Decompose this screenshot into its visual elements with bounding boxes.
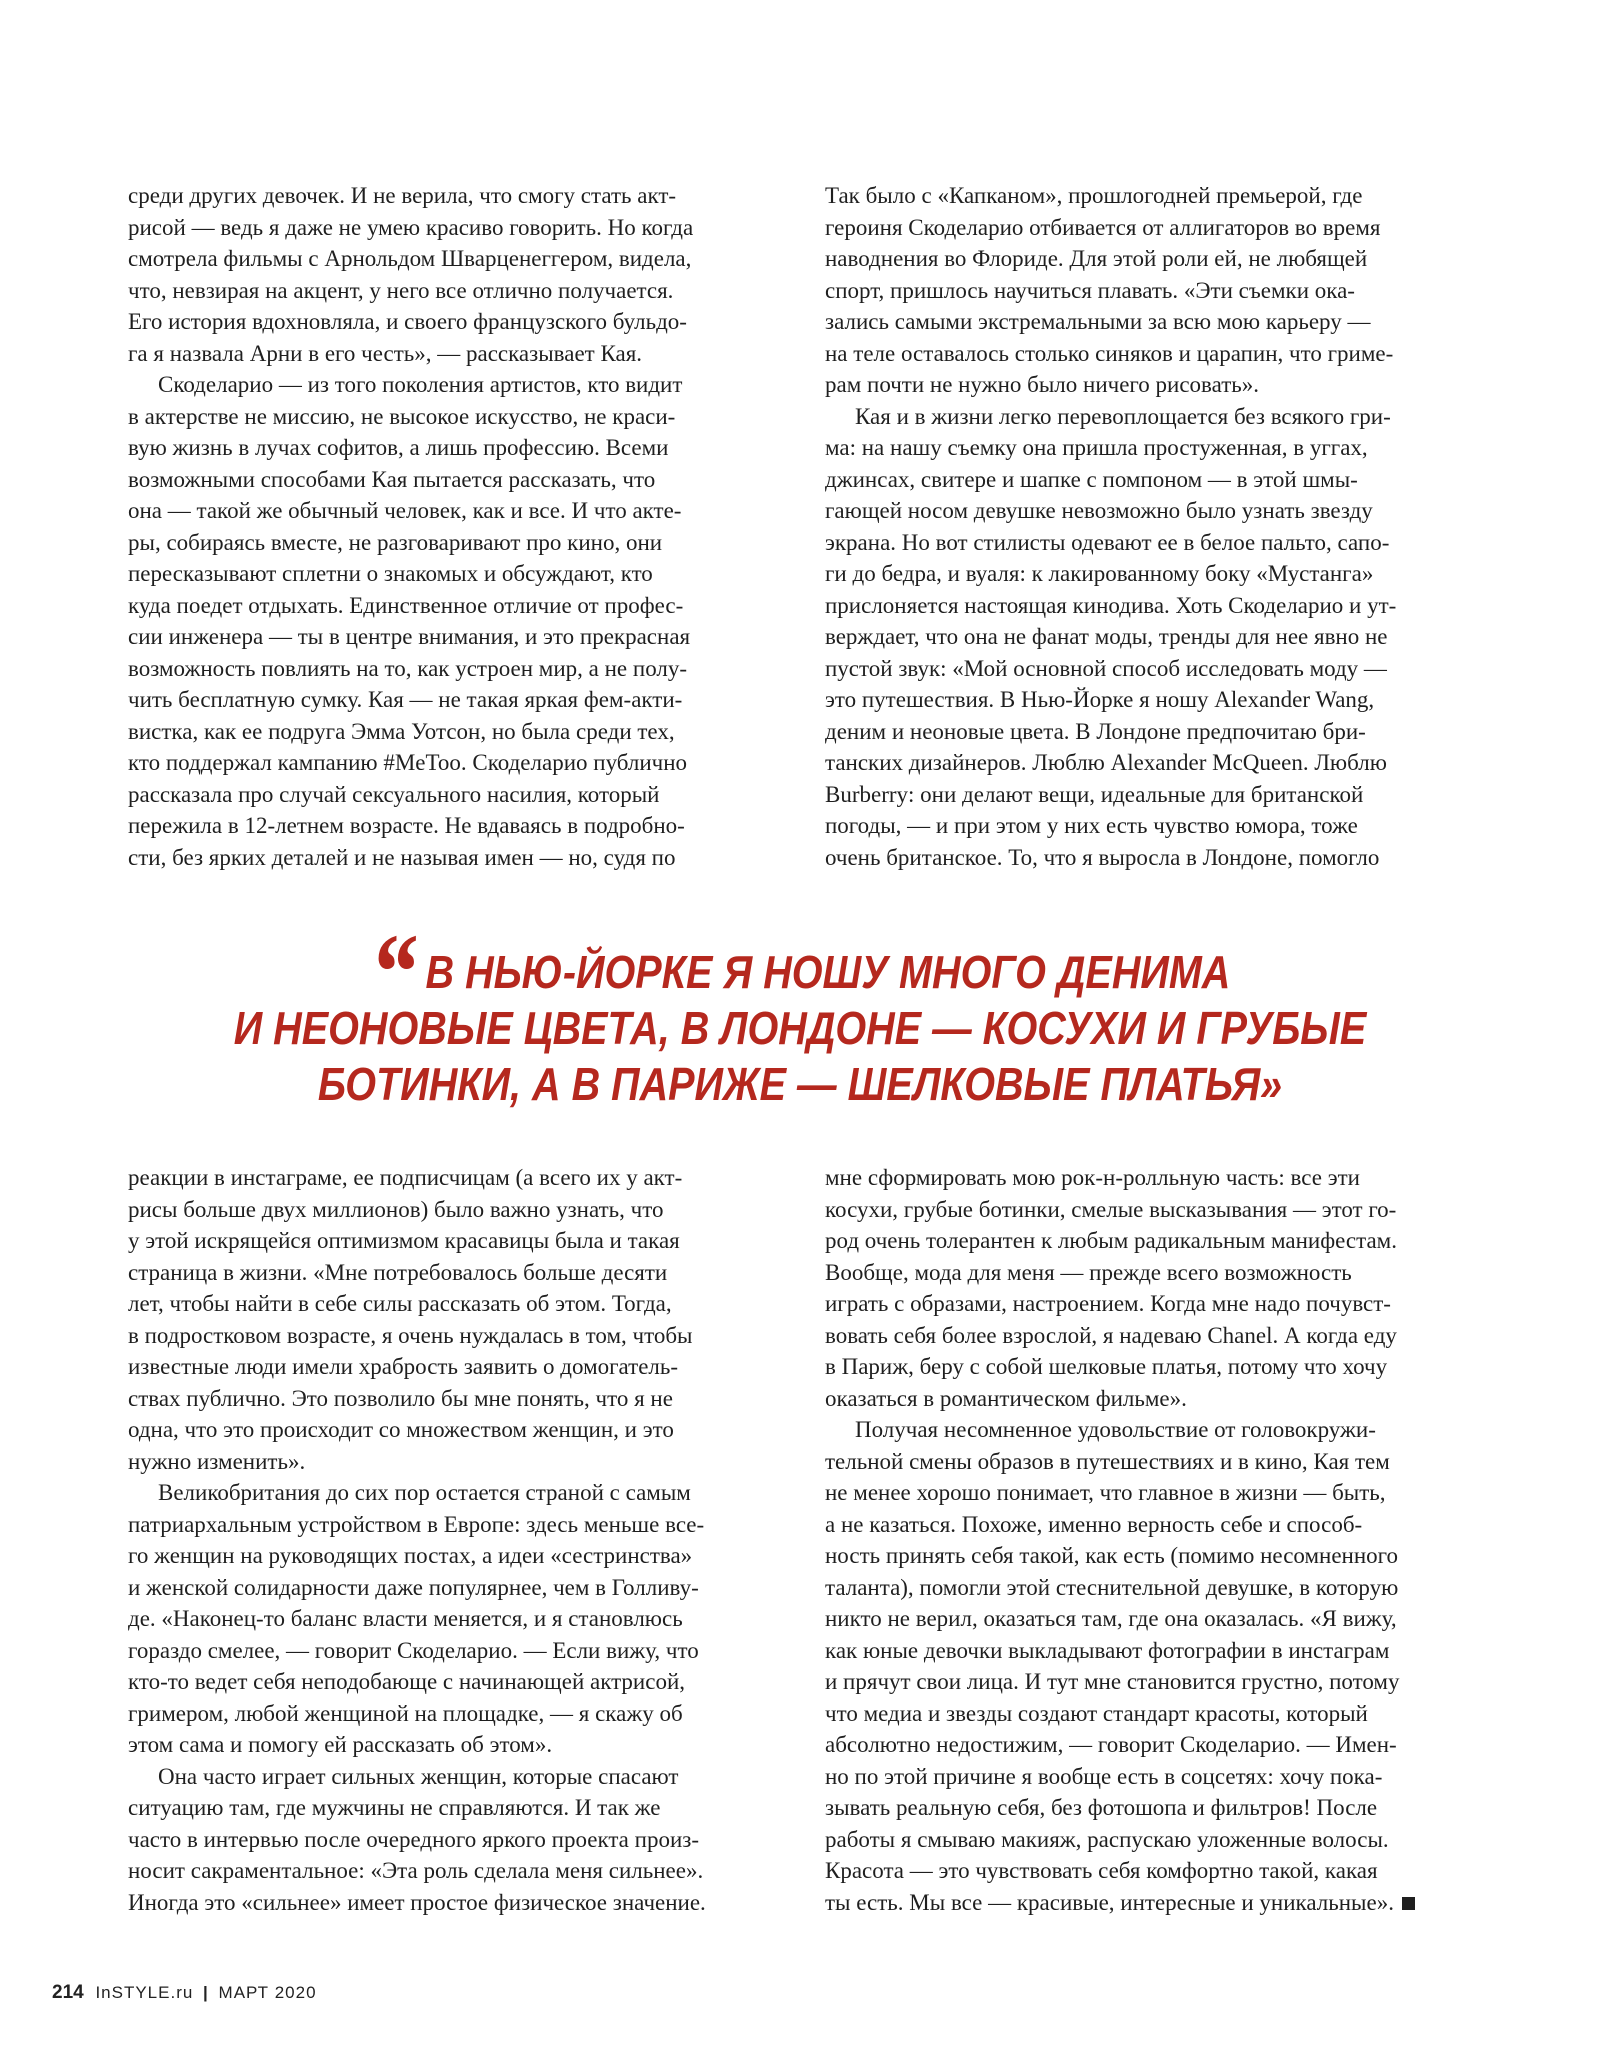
text-line: ность принять себя такой, как есть (помимо несомненного [825, 1543, 1399, 1568]
text-line: лет, чтобы найти в себе силы рассказать об этом. Тогда, [128, 1291, 672, 1316]
text-line: она — такой же обычный человек, как и все. И что акте- [128, 498, 682, 523]
text-line: Великобритания до сих пор остается страной с самым [158, 1480, 691, 1505]
text-line: джинсах, свитере и шапке с помпоном — в этой шмы- [825, 466, 1358, 492]
text-line: род очень толерантен к любым радикальным манифестам. [825, 1228, 1397, 1253]
text-line: ры, собираясь вместе, не разговаривают про кино, они [128, 529, 663, 555]
text-line: ты есть. Мы все — красивые, интересные и уникальные». [825, 1887, 1465, 1919]
text-line: погоды, — и при этом у них есть чувство юмора, тоже [825, 813, 1358, 838]
text-line: деним и неоновые цвета. В Лондоне предпочитаю бри- [825, 718, 1366, 744]
text-line: кто поддержал кампанию #MeToo. Скоделарио публично [128, 750, 688, 775]
text-line: страница в жизни. «Мне потребовалось больше десяти [128, 1259, 668, 1285]
paragraph [825, 1414, 1465, 1918]
text-line: возможность повлиять на то, как устроен мир, а не полу- [128, 655, 688, 681]
text-line: Она часто играет сильных женщин, которые спасают [158, 1763, 679, 1789]
text-line: патриархальным устройством в Европе: здесь меньше все- [128, 1511, 705, 1537]
quote-mark-icon: “ [369, 911, 417, 1033]
site-name: InSTYLE.ru [95, 1983, 194, 2002]
text-line: зались самыми экстремальными за всю мою карьеру — [825, 309, 1371, 334]
pull-quote-line: БОТИНКИ, А В ПАРИЖЕ — ШЕЛКОВЫЕ ПЛАТЬЯ» [317, 1058, 1283, 1110]
text-line: что, невзирая на акцент, у него все отлично получается. [128, 277, 674, 303]
text-line: но по этой причине я вообще есть в соцсетях: хочу пока- [825, 1763, 1383, 1789]
text-line: в Париж, беру с собой шелковые платья, потому что хочу [825, 1354, 1388, 1379]
issue-date: МАРТ 2020 [218, 1983, 317, 2002]
text-line: верждает, что она не фанат моды, тренды для нее явно не [825, 624, 1388, 649]
text-line: га я назвала Арни в его честь», — рассказывает Кая. [128, 340, 643, 366]
text-line: косухи, грубые ботинки, смелые высказывания — этот го- [825, 1196, 1397, 1222]
text-line: среди других девочек. И не верила, что смогу стать акт- [128, 183, 677, 208]
text-line: никто не верил, оказаться там, где она оказалась. «Я вижу, [825, 1606, 1397, 1631]
text-line: в подростковом возрасте, я очень нуждалась в том, чтобы [128, 1322, 693, 1348]
text-line: де. «Наконец-то баланс власти меняется, и я становлюсь [128, 1606, 683, 1631]
text-line: экрана. Но вот стилисты одевают ее в белое пальто, сапо- [825, 529, 1390, 555]
page-number: 214 [52, 1982, 84, 2003]
text-line: ситуацию там, где мужчины не справляются. И так же [128, 1795, 661, 1820]
text-line: чить бесплатную сумку. Кая — не такая яркая фем-акти- [128, 687, 683, 712]
text-line: нужно изменить». [128, 1448, 306, 1474]
text-line: героиня Скоделарио отбивается от аллигаторов во время [825, 214, 1381, 240]
text-line: наводнения во Флориде. Для этой роли ей, не любящей [825, 246, 1368, 271]
article-column-top-left [128, 180, 768, 873]
text-line: гримером, любой женщиной на площадке, — я скажу об [128, 1700, 683, 1726]
paragraph [128, 369, 768, 873]
text-line: Его история вдохновляла, и своего французского бульдо- [128, 309, 687, 334]
text-line: танских дизайнеров. Люблю Alexander McQueen. Люблю [825, 750, 1387, 775]
paragraph [825, 180, 1465, 401]
text-line: носит сакраментальное: «Эта роль сделала меня сильнее». [128, 1858, 704, 1883]
text-line: не менее хорошо понимает, что главное в жизни — быть, [825, 1480, 1386, 1505]
text-line: кто-то ведет себя неподобающе с начинающей актрисой, [128, 1669, 685, 1694]
text-line: в актерстве не миссию, не высокое искусство, не краси- [128, 403, 676, 429]
text-line: сти, без ярких деталей и не называя имен — но, судя по [128, 844, 676, 870]
text-line: а не казаться. Похоже, именно верность себе и способ- [825, 1511, 1363, 1537]
text-line: у этой искрящейся оптимизмом красавицы была и такая [128, 1228, 680, 1253]
text-line: вистка, как ее подруга Эмма Уотсон, но была среди тех, [128, 718, 675, 744]
text-line: ствах публично. Это позволило бы мне понять, что я не [128, 1385, 673, 1411]
paragraph [128, 1162, 768, 1477]
pull-quote [0, 911, 1600, 1112]
paragraph [825, 401, 1465, 874]
text-line: прислоняется настоящая кинодива. Хоть Скоделарио и ут- [825, 592, 1397, 618]
pull-quote-line: И НЕОНОВЫЕ ЦВЕТА, В ЛОНДОНЕ — КОСУХИ И ГРУБЫЕ [233, 1002, 1367, 1054]
text-line: Вообще, мода для меня — прежде всего возможность [825, 1259, 1352, 1285]
text-line: одна, что это происходит со множеством женщин, и это [128, 1417, 674, 1442]
text-line: ги до бедра, и вуаля: к лакированному боку «Мустанга» [825, 561, 1374, 586]
text-line: играть с образами, настроением. Когда мне надо почувст- [825, 1291, 1391, 1316]
text-line: пересказывают сплетни о знакомых и обсуждают, кто [128, 561, 653, 586]
text-line: смотрела фильмы с Арнольдом Шварценеггером, видела, [128, 246, 692, 271]
text-line: Красота — это чувствовать себя комфортно такой, какая [825, 1858, 1378, 1883]
text-line: вовать себя более взрослой, я надеваю Chanel. А когда еду [825, 1322, 1397, 1348]
text-line: реакции в инстаграме, ее подписчицам (а всего их у акт- [128, 1165, 683, 1190]
text-line: и прячут свои лица. И тут мне становится грустно, потому [825, 1669, 1400, 1694]
text-line: рассказала про случай сексуального насилия, который [128, 781, 660, 807]
text-line: тельной смены образов в путешествиях и в кино, Кая тем [825, 1448, 1390, 1474]
text-line: работы я смываю макияж, распускаю уложенные волосы. [825, 1826, 1389, 1852]
text-line: рам почти не нужно было ничего рисовать». [825, 372, 1259, 397]
text-line: вую жизнь в лучах софитов, а лишь профессию. Всеми [128, 435, 669, 460]
text-line: Скоделарио — из того поколения артистов, кто видит [158, 372, 683, 397]
end-of-article-icon [1402, 1897, 1415, 1910]
text-line: ма: на нашу съемку она пришла простуженная, в уггах, [825, 435, 1368, 460]
text-line: спорт, пришлось научиться плавать. «Эти съемки ока- [825, 277, 1355, 303]
text-line: Burberry: они делают вещи, идеальные для британской [825, 781, 1364, 807]
paragraph [825, 1162, 1465, 1414]
text-line: Иногда это «сильнее» имеет простое физическое значение. [128, 1889, 706, 1915]
text-line: это путешествия. В Нью-Йорке я ношу Alexander Wang, [825, 687, 1375, 712]
text-line: го женщин на руководящих постах, а идеи «сестринства» [128, 1543, 693, 1568]
text-line: и женской солидарности даже популярнее, чем в Голливу- [128, 1574, 699, 1600]
text-line: на теле оставалось столько синяков и царапин, что гриме- [825, 340, 1394, 366]
text-line: зывать реальную себя, без фотошопа и фильтров! После [825, 1795, 1378, 1820]
text-line: как юные девочки выкладывают фотографии в инстаграм [825, 1637, 1390, 1663]
pull-quote-line: В НЬЮ-ЙОРКЕ Я НОШУ МНОГО ДЕНИМА [425, 946, 1231, 998]
article-column-bottom-left [128, 1162, 768, 1918]
paragraph [128, 1477, 768, 1761]
paragraph [128, 180, 768, 369]
paragraph [128, 1761, 768, 1919]
text-line: куда поедет отдыхать. Единственное отличие от профес- [128, 592, 684, 618]
text-line: абсолютно недостижим, — говорит Скоделарио. — Имен- [825, 1732, 1397, 1757]
text-line: что медиа и звезды создают стандарт красоты, который [825, 1700, 1368, 1726]
footer-separator: | [203, 1983, 209, 2002]
text-line: известные люди имели храбрость заявить о домогатель- [128, 1354, 679, 1379]
text-line: Получая несомненное удовольствие от головокружи- [855, 1417, 1376, 1442]
text-line: очень британское. То, что я выросла в Лондоне, помогло [825, 844, 1380, 870]
text-line: таланта), помогли этой стеснительной девушке, в которую [825, 1574, 1399, 1600]
text-line: возможными способами Кая пытается рассказать, что [128, 466, 656, 492]
text-line: гораздо смелее, — говорит Скоделарио. — Если вижу, что [128, 1637, 699, 1663]
text-line: сии инженера — ты в центре внимания, и это прекрасная [128, 624, 691, 649]
page-footer [52, 1982, 317, 2004]
article-column-bottom-right [825, 1162, 1465, 1918]
text-line: Так было с «Капканом», прошлогодней премьерой, где [825, 183, 1363, 208]
text-line: мне сформировать мою рок-н-ролльную часть: все эти [825, 1165, 1360, 1190]
article-column-top-right [825, 180, 1465, 873]
text-line: пустой звук: «Мой основной способ исследовать моду — [825, 655, 1387, 681]
text-line: этом сама и помогу ей рассказать об этом». [128, 1732, 553, 1757]
text-line: оказаться в романтическом фильме». [825, 1385, 1187, 1411]
text-line: Кая и в жизни легко перевоплощается без всякого гри- [855, 403, 1391, 429]
text-line: рисы больше двух миллионов) было важно узнать, что [128, 1196, 664, 1222]
text-line: гающей носом девушке невозможно было узнать звезду [825, 498, 1373, 523]
text-line: пережила в 12-летнем возрасте. Не вдаваясь в подробно- [128, 813, 685, 838]
text-line: часто в интервью после очередного яркого проекта произ- [128, 1826, 700, 1852]
text-line: рисой — ведь я даже не умею красиво говорить. Но когда [128, 214, 694, 240]
